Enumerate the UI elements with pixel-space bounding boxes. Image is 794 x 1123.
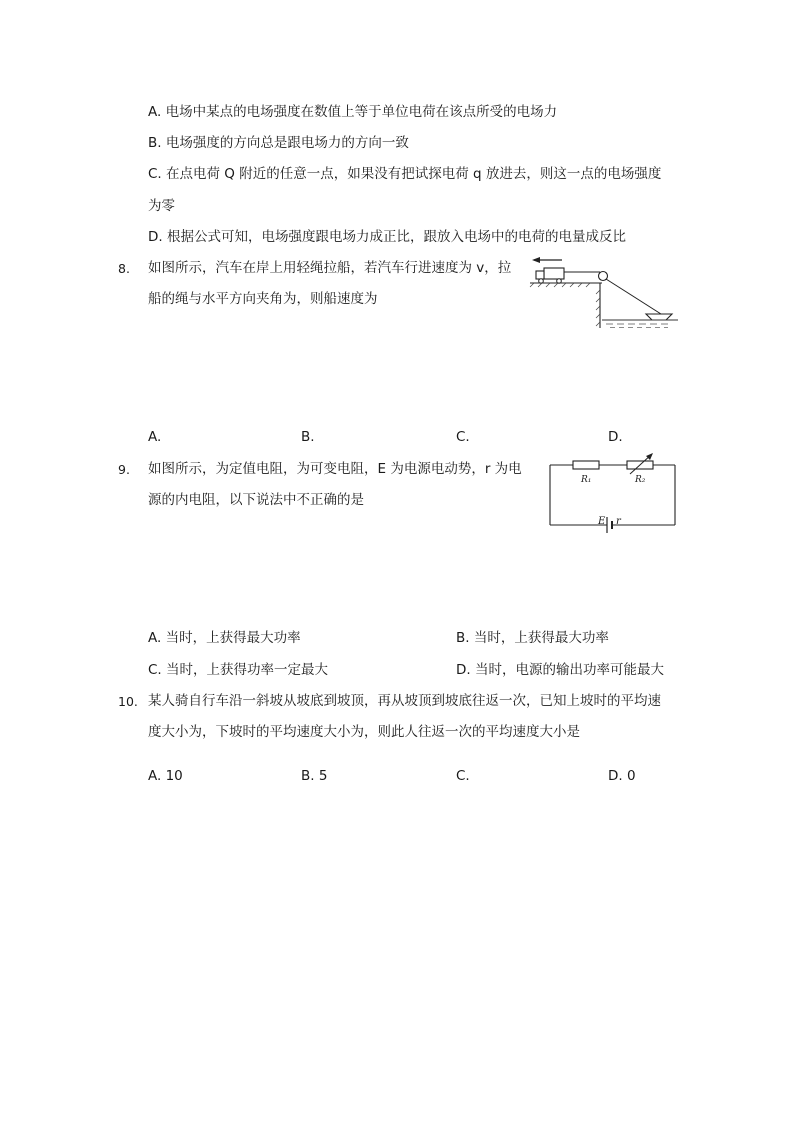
q9-option-d: D. 当时，电源的输出功率可能最大 [456, 662, 664, 678]
q10-stem-line1: 某人骑自行车沿一斜坡从坡底到坡顶，再从坡顶到坡底往返一次，已知上坡时的平均速 [148, 693, 661, 709]
q9-option-c: C. 当时，上获得功率一定最大 [148, 662, 329, 678]
emf-label: E [598, 516, 606, 527]
q8-option-b: B. [301, 429, 315, 445]
q8-option-d: D. [608, 429, 623, 445]
q9-stem-line2: 源的内电阻，以下说法中不正确的是 [148, 492, 364, 508]
q8-figure-car-boat [520, 252, 680, 328]
q10-number: 10. [118, 694, 138, 709]
q10-option-b: B. 5 [301, 768, 328, 784]
q8-stem-line2: 船的绳与水平方向夹角为，则船速度为 [148, 291, 378, 307]
q10-option-c: C. [456, 768, 470, 784]
r2-label: R₂ [635, 475, 646, 485]
q8-option-a: A. [148, 429, 162, 445]
q10-option-d: D. 0 [608, 768, 636, 784]
q8-stem-line1: 如图所示，汽车在岸上用轻绳拉船，若汽车行进速度为 v，拉 [148, 260, 512, 276]
q9-number: 9. [118, 462, 130, 477]
q8-number: 8. [118, 261, 130, 276]
q7-option-c-line2: 为零 [148, 198, 175, 214]
q9-figure-circuit [545, 452, 680, 536]
q10-stem-line2: 度大小为，下坡时的平均速度大小为，则此人往返一次的平均速度大小是 [148, 724, 580, 740]
q10-option-a: A. 10 [148, 768, 183, 784]
internal-resistance-label: r [616, 516, 621, 527]
q8-option-c: C. [456, 429, 470, 445]
q9-option-b: B. 当时，上获得最大功率 [456, 630, 609, 646]
q9-stem-line1: 如图所示，为定值电阻，为可变电阻，E 为电源电动势，r 为电 [148, 461, 522, 477]
q7-option-c-line1: C. 在点电荷 Q 附近的任意一点，如果没有把试探电荷 q 放进去，则这一点的电场强度 [148, 166, 662, 182]
q7-option-d: D. 根据公式可知，电场强度跟电场力成正比，跟放入电场中的电荷的电量成反比 [148, 229, 626, 245]
r1-label: R₁ [581, 475, 592, 485]
q9-option-a: A. 当时，上获得最大功率 [148, 630, 301, 646]
q7-option-a: A. 电场中某点的电场强度在数值上等于单位电荷在该点所受的电场力 [148, 104, 558, 120]
q7-option-b: B. 电场强度的方向总是跟电场力的方向一致 [148, 135, 409, 151]
